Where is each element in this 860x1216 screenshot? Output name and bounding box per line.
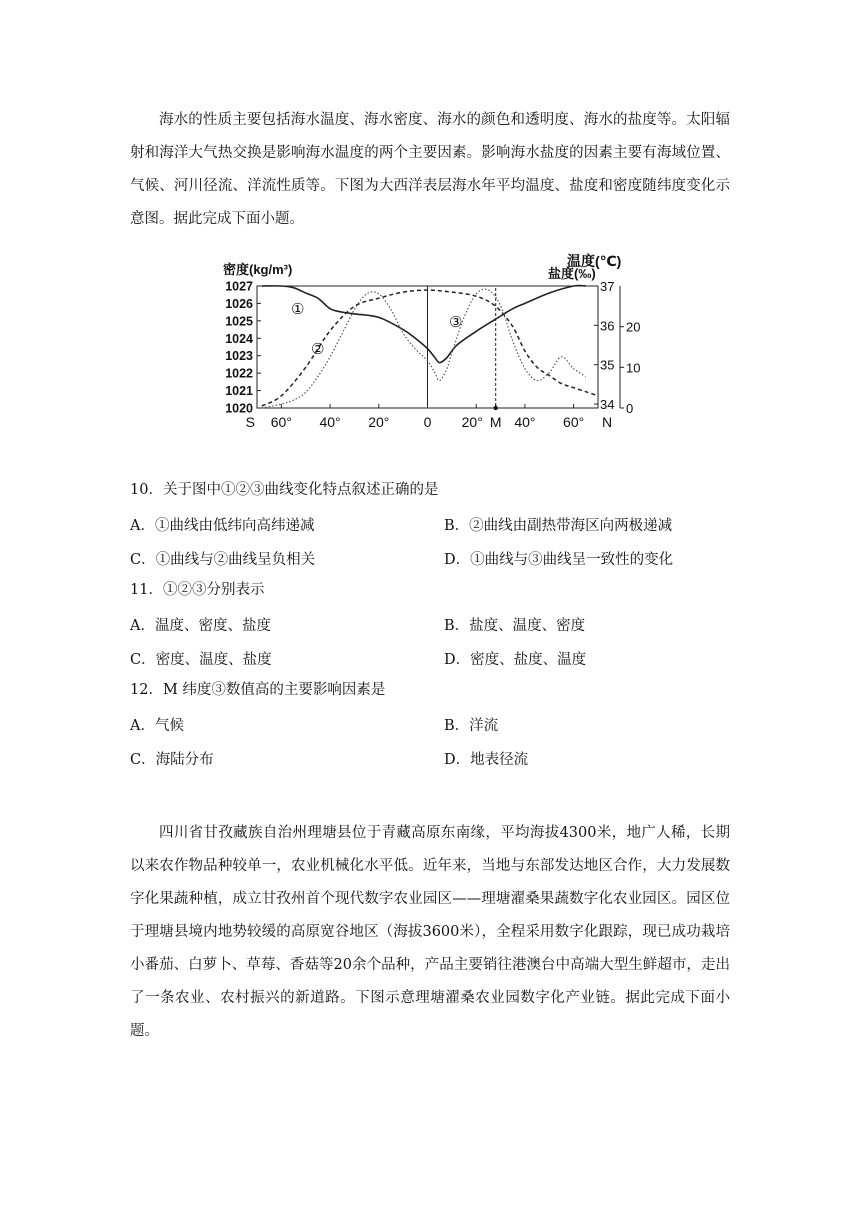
density-ticks [225,280,261,416]
answer-option[interactable]: C．密度、温度、盐度 [130,652,272,668]
answer-option[interactable]: D．地表径流 [444,752,529,768]
temperature-axis-label: 温度(℃) [567,253,622,269]
series-label-1: ① [291,301,305,318]
temperature-ticks [620,320,640,416]
answer-option[interactable]: A．①曲线由低纬向高纬递减 [130,518,315,534]
latitude-tick-label: 40° [514,414,536,430]
answer-option[interactable]: C．海陆分布 [130,752,214,768]
question-stem: 10．关于图中①②③曲线变化特点叙述正确的是 [130,482,439,498]
density-tick-label: 1023 [225,349,253,364]
density-axis-label: 密度(kg/m³) [223,262,293,277]
salinity-tick-label: 35 [600,357,615,373]
temperature-tick-label: 20 [626,319,641,335]
m-latitude-dot [494,406,498,410]
density-tick-label: 1025 [225,314,253,329]
answer-option[interactable]: A．温度、密度、盐度 [130,618,271,634]
temperature-tick-label: 0 [626,401,634,416]
answer-option[interactable]: D．①曲线与③曲线呈一致性的变化 [444,552,674,568]
answer-option[interactable]: A．气候 [130,718,184,734]
passage-litang: 四川省甘孜藏族自治州理塘县位于青藏高原东南缘，平均海拔4300米，地广人稀，长期以来农作物品种较单一，农业机械化水平低。近年来，当地与东部发达地区合作，大力发展数字化果蔬种植，成立甘孜州首个现代数字农业园区——理塘濯桑果蔬数字化农业园区。园区位于理塘县境内地势较缓的高原宽谷地区（海拔3600米），全程采用数字化跟踪，现已成功栽培小番茄、白萝卜、草莓、香菇等20余个品种，产品主要销往港澳台中高端大型生鲜超市，走出了一条农业、农村振兴的新道路。下图示意理塘濯桑农业园数字化产业链。据此完成下面小题。 [130,825,730,1039]
temperature-tick-label: 10 [626,360,641,376]
series-label-3: ③ [449,314,463,331]
answer-option[interactable]: B．②曲线由副热带海区向两极递减 [444,518,673,534]
latitude-tick-label: 20° [368,414,390,430]
latitude-tick-label: N [602,414,613,430]
latitude-tick-label: 60° [563,414,585,430]
salinity-tick-label: 37 [600,279,615,294]
density-tick-label: 1027 [225,279,253,294]
passage-intro: 海水的性质主要包括海水温度、海水密度、海水的颜色和透明度、海水的盐度等。太阳辐射和海洋大气热交换是影响海水温度的两个主要因素。影响海水盐度的因素主要有海域位置、气候、河川径流、洋流性质等。下图为大西洋表层海水年平均温度、盐度和密度随纬度变化示意图。据此完成下面小题。 [130,112,730,227]
density-tick-label: 1022 [225,366,253,381]
answer-option[interactable]: B．盐度、温度、密度 [444,618,586,634]
question-stem: 11．①②③分别表示 [130,582,265,598]
density-tick-label: 1020 [225,401,253,416]
salinity-tick-label: 36 [600,318,615,334]
salinity-ticks [594,279,614,412]
latitude-tick-label: 0 [423,414,432,430]
latitude-tick-label: M [489,414,502,430]
atlantic-ocean-chart [215,246,645,442]
latitude-tick-label: 20° [461,414,483,430]
answer-option[interactable]: B．洋流 [444,718,499,734]
series-label-2: ② [311,341,325,358]
density-tick-label: 1024 [225,331,253,346]
latitude-tick-label: 40° [319,414,341,430]
latitude-tick-label: S [245,414,255,430]
density-tick-label: 1026 [225,296,253,311]
question-stem: 12．M 纬度③数值高的主要影响因素是 [130,682,386,698]
density-tick-label: 1021 [225,384,253,399]
answer-option[interactable]: C．①曲线与②曲线呈负相关 [130,552,316,568]
salinity-tick-label: 34 [600,397,615,413]
latitude-tick-label: 60° [270,414,292,430]
salinity-axis-label: 盐度(‰) [548,266,596,281]
answer-option[interactable]: D．密度、盐度、温度 [444,652,587,668]
